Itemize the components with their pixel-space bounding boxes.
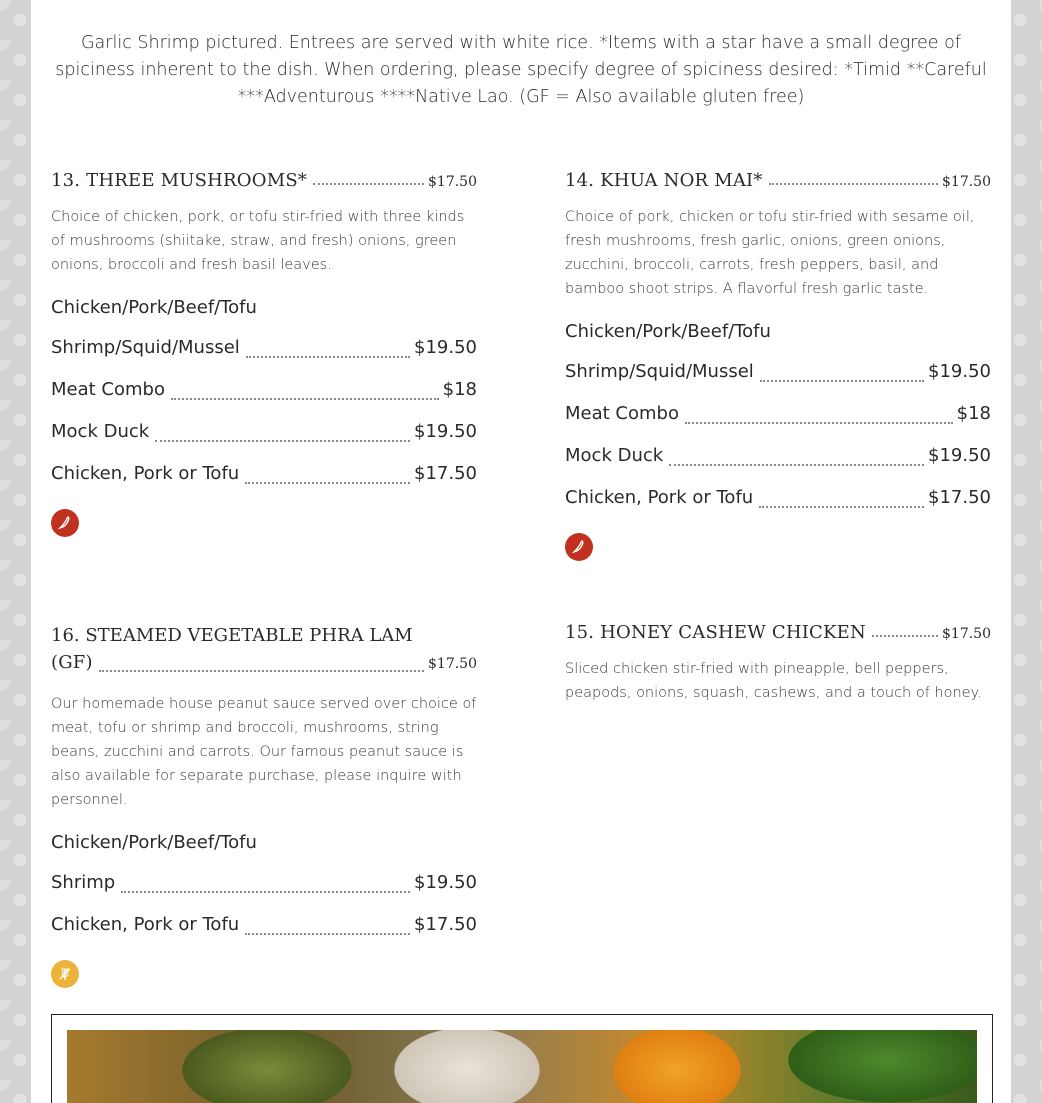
- option-label: Shrimp/Squid/Mussel: [51, 337, 240, 358]
- item-description: Sliced chicken stir-fried with pineapple, bell peppers, peapods, onions, squash, cashews, and a touch of honey.: [565, 661, 982, 701]
- dot-leader: [171, 398, 439, 400]
- option-label: Shrimp/Squid/Mussel: [565, 361, 754, 382]
- option-price: $18: [442, 379, 477, 400]
- dot-leader: [685, 422, 953, 424]
- menu-item-khua-nor-mai: [565, 170, 991, 561]
- item-title: 14. KHUA NOR MAI*: [565, 170, 763, 191]
- menu-item-honey-cashew-chicken: [565, 622, 991, 705]
- option-label: Chicken, Pork or Tofu: [51, 463, 240, 484]
- option-row: [565, 487, 991, 513]
- option-row: [51, 337, 477, 363]
- option-label: Shrimp: [51, 872, 116, 893]
- dish-photo: [67, 1030, 977, 1103]
- dot-leader: [155, 440, 410, 442]
- option-header: Chicken/Pork/Beef/Tofu: [51, 297, 257, 318]
- dot-leader: [872, 635, 938, 637]
- option-label: Meat Combo: [565, 403, 679, 424]
- gluten-free-icon: [51, 960, 79, 988]
- option-price: $17.50: [414, 914, 477, 935]
- option-row: [51, 872, 477, 898]
- item-title-row: [565, 622, 991, 643]
- item-title: 13. THREE MUSHROOMS*: [51, 170, 308, 191]
- item-price: $17.50: [942, 626, 991, 642]
- option-row: [51, 421, 477, 447]
- item-price: $17.50: [942, 174, 991, 190]
- option-price: $19.50: [414, 337, 477, 358]
- dish-photo-frame: [51, 1014, 993, 1103]
- item-title-row: [51, 649, 477, 678]
- option-row: [51, 914, 477, 940]
- dot-leader: [246, 356, 410, 358]
- option-label: Chicken, Pork or Tofu: [51, 914, 240, 935]
- chili-pepper-icon: [565, 533, 593, 561]
- item-title-block: [51, 622, 477, 678]
- menu-panel: [31, 0, 1011, 1103]
- dot-leader: [313, 183, 424, 185]
- item-title-suffix: (GF): [51, 652, 93, 673]
- item-description: Choice of chicken, pork, or tofu stir-fried with three kinds of mushrooms (shiitake, straw, and fresh) onions, green onions, broccoli and fresh basil leaves.: [51, 209, 465, 273]
- dot-leader: [760, 380, 924, 382]
- option-price: $18: [956, 403, 991, 424]
- option-label: Mock Duck: [565, 445, 664, 466]
- option-label: Mock Duck: [51, 421, 150, 442]
- dot-leader: [759, 506, 924, 508]
- option-header: Chicken/Pork/Beef/Tofu: [565, 321, 771, 342]
- item-title-row: [51, 170, 477, 191]
- dot-leader: [245, 482, 410, 484]
- item-title-row: [565, 170, 991, 191]
- dot-leader: [99, 670, 424, 672]
- chili-pepper-icon: [51, 509, 79, 537]
- item-price: $17.50: [428, 656, 477, 672]
- option-header: Chicken/Pork/Beef/Tofu: [51, 832, 257, 853]
- option-price: $17.50: [928, 487, 991, 508]
- item-title: 16. STEAMED VEGETABLE PHRA LAM: [51, 625, 413, 646]
- option-label: Meat Combo: [51, 379, 165, 400]
- option-row: [565, 361, 991, 387]
- dot-leader: [669, 464, 924, 466]
- option-price: $19.50: [928, 361, 991, 382]
- item-description: Our homemade house peanut sauce served over choice of meat, tofu or shrimp and broccoli, mushrooms, string beans, zucchini and carrots. Our famous peanut sauce is also available for separate purchase, please inquire with personnel.: [51, 696, 477, 808]
- menu-item-three-mushrooms: [51, 170, 477, 537]
- option-row: [565, 445, 991, 471]
- option-label: Chicken, Pork or Tofu: [565, 487, 754, 508]
- dot-leader: [769, 183, 938, 185]
- option-price: $19.50: [414, 421, 477, 442]
- dot-leader: [121, 891, 410, 893]
- option-row: [51, 463, 477, 489]
- item-price: $17.50: [428, 174, 477, 190]
- option-price: $17.50: [414, 463, 477, 484]
- menu-intro: Garlic Shrimp pictured. Entrees are served with white rice. *Items with a star have a small degree of spiciness inherent to the dish. When ordering, please specify degree of spiciness desired: *Timid **Careful ***Adventurous ****Native Lao. (GF = Also available gluten free): [55, 33, 987, 107]
- dot-leader: [245, 933, 410, 935]
- option-row: [565, 403, 991, 429]
- item-description: Choice of pork, chicken or tofu stir-fried with sesame oil, fresh mushrooms, fresh garlic, onions, green onions, zucchini, broccoli, carrots, fresh peppers, basil, and bamboo shoot strips. A flavorful fresh garlic taste.: [565, 209, 975, 297]
- menu-item-steamed-vegetable-phra-lam: [51, 622, 477, 988]
- option-price: $19.50: [928, 445, 991, 466]
- option-row: [51, 379, 477, 405]
- option-price: $19.50: [414, 872, 477, 893]
- item-title: 15. HONEY CASHEW CHICKEN: [565, 622, 866, 643]
